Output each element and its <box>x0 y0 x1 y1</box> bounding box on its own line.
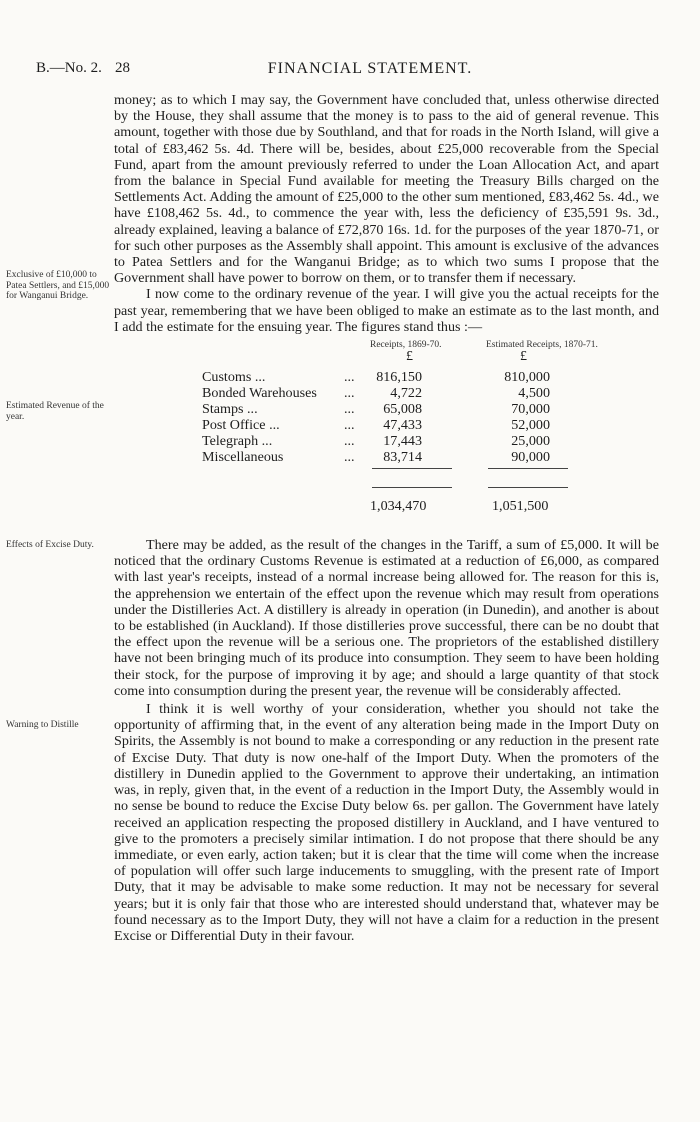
table-row <box>202 369 662 385</box>
estimated-value: 25,000 <box>511 433 550 450</box>
leader-dots: ... <box>344 417 355 434</box>
subtotal-rule <box>372 468 452 469</box>
row-label: Telegraph ... <box>202 433 273 450</box>
estimated-value: 90,000 <box>511 449 550 466</box>
receipts-value: 4,722 <box>390 385 422 402</box>
revenue-table <box>114 337 659 527</box>
receipts-value: 47,433 <box>383 417 422 434</box>
currency-symbol: £ <box>520 349 527 365</box>
margin-note-warning: Warning to Distille <box>6 720 79 730</box>
margin-note-excise-duty: Effects of Excise Duty. <box>6 540 94 550</box>
paragraph-2: I now come to the ordinary revenue of the year. I will give you the actual receipts for the past year, remembering that we have been obliged to make an estimate as to the last month, and I add the estimate for the ensuing year. The figures stand thus :— <box>114 286 659 335</box>
paragraph-4: I think it is well worthy of your consideration, whether you should not take the opportunity of affirming that, in the event of any alteration being made in the Import Duty on Spirits, the Assembly is not bound to make a corresponding or any reduction in the present rate of Excise Duty. That duty is now one-half of the Import Duty. When the promoters of the distillery in Dunedin applied to the Government to approve their undertaking, an intimation was, in reply, given that, in the event of a reduction in the Import Duty, the Assembly would in no sense be bound to reduce the Excise Duty below 6s. per gallon. The Government have lately received an application respecting the proposed distillery in Auckland, and I have ventured to give to the promoters a precisely similar intimation. I do not propose that there should be any immediate, or even early, action taken; but it is clear that the time will come when the increase of population will offer such large inducements to smuggling, with the present rate of Import Duty, that it may be advisable to make some reduction. It may not be necessary for several years; but it is only fair that those who are interested should understand that, whatever may be found necessary as to the Import Duty, they will not have a claim for a reduction in the present Excise or Differential Duty in their favour. <box>114 701 659 944</box>
row-label: Stamps ... <box>202 401 258 418</box>
paragraph-1: money; as to which I may say, the Government have concluded that, unless otherwise directed by the House, they shall assume that the money is to pass to the aid of general revenue. This amount, together with those due by Southland, and that for roads in the North Island, will give a total of £83,462 5s. 4d. There will be, besides, about £25,000 recoverable from the Special Fund, apart from the amount previously referred to under the Loan Allocation Act, and apart from the balance in Special Fund available for meeting the Treasury Bills charged on the Settlements Act. Adding the amount of £25,000 to the other sum mentioned, £83,462 5s. 4d., we have £108,462 5s. 4d., to commence the year with, less the deficiency of £35,591 9s. 3d., already explained, leaving a balance of £72,870 16s. 1d. for the purposes of the year 1870-71, or for such other purposes as the Assembly shall appoint. This amount is exclusive of the advances to Patea Settlers and for the Wanganui Bridge; as to which two sums I propose that the Government shall have power to borrow on them, or to transfer them if necessary. <box>114 92 659 287</box>
leader-dots: ... <box>344 449 355 466</box>
row-label: Customs ... <box>202 369 266 386</box>
column-header-estimated: Estimated Receipts, 1870-71. <box>486 340 598 351</box>
row-label: Miscellaneous <box>202 449 284 466</box>
receipts-value: 17,443 <box>383 433 422 450</box>
table-row <box>202 401 662 417</box>
page-header <box>0 60 700 82</box>
margin-note-exclusive: Exclusive of £10,000 to Patea Settlers, and £15,000 for Wanganui Bridge. <box>6 270 110 302</box>
receipts-value: 83,714 <box>383 449 422 466</box>
estimated-value: 810,000 <box>504 369 550 386</box>
paragraph-3: There may be added, as the result of the changes in the Tariff, a sum of £5,000. It will be noticed that the ordinary Customs Revenue is estimated at a reduction of £6,000, as compared with last year's receipts, instead of a normal increase being allowed for. The reason for this is, the apprehension we entertain of the effect upon the revenue which may result from operations under the Distilleries Act. A distillery is already in operation (in Dunedin), and another is about to be established (in Auckland). If those distilleries prove successful, there can be no doubt that the effect upon the revenue will be a serious one. The proprietors of the established distillery have not been bringing much of its produce into consumption. They seem to have been holding their stock, for the purpose of improving it by age; and should a large quantity of that stock come into consumption during the present year, the revenue will be considerably affected. <box>114 537 659 699</box>
row-label: Post Office ... <box>202 417 280 434</box>
currency-symbol: £ <box>406 349 413 365</box>
document-reference: B.—No. 2. <box>36 60 102 76</box>
leader-dots: ... <box>344 385 355 402</box>
subtotal-rule <box>488 487 568 488</box>
total-estimated: 1,051,500 <box>492 498 549 515</box>
page-title: FINANCIAL STATEMENT. <box>267 60 473 77</box>
estimated-value: 70,000 <box>511 401 550 418</box>
leader-dots: ... <box>344 433 355 450</box>
table-row <box>202 433 662 449</box>
estimated-value: 52,000 <box>511 417 550 434</box>
table-row <box>202 449 662 465</box>
margin-note-estimated-revenue: Estimated Revenue of the year. <box>6 401 104 422</box>
subtotal-rule <box>488 468 568 469</box>
leader-dots: ... <box>344 369 355 386</box>
total-receipts: 1,034,470 <box>370 498 427 515</box>
row-label: Bonded Warehouses <box>202 385 317 402</box>
column-header-receipts: Receipts, 1869-70. <box>370 340 442 351</box>
leader-dots: ... <box>344 401 355 418</box>
page-number: 28 <box>115 60 130 76</box>
subtotal-rule <box>372 487 452 488</box>
table-row <box>202 417 662 433</box>
document-body <box>114 92 659 944</box>
receipts-value: 816,150 <box>376 369 422 386</box>
estimated-value: 4,500 <box>518 385 550 402</box>
table-row <box>202 385 662 401</box>
receipts-value: 65,008 <box>383 401 422 418</box>
